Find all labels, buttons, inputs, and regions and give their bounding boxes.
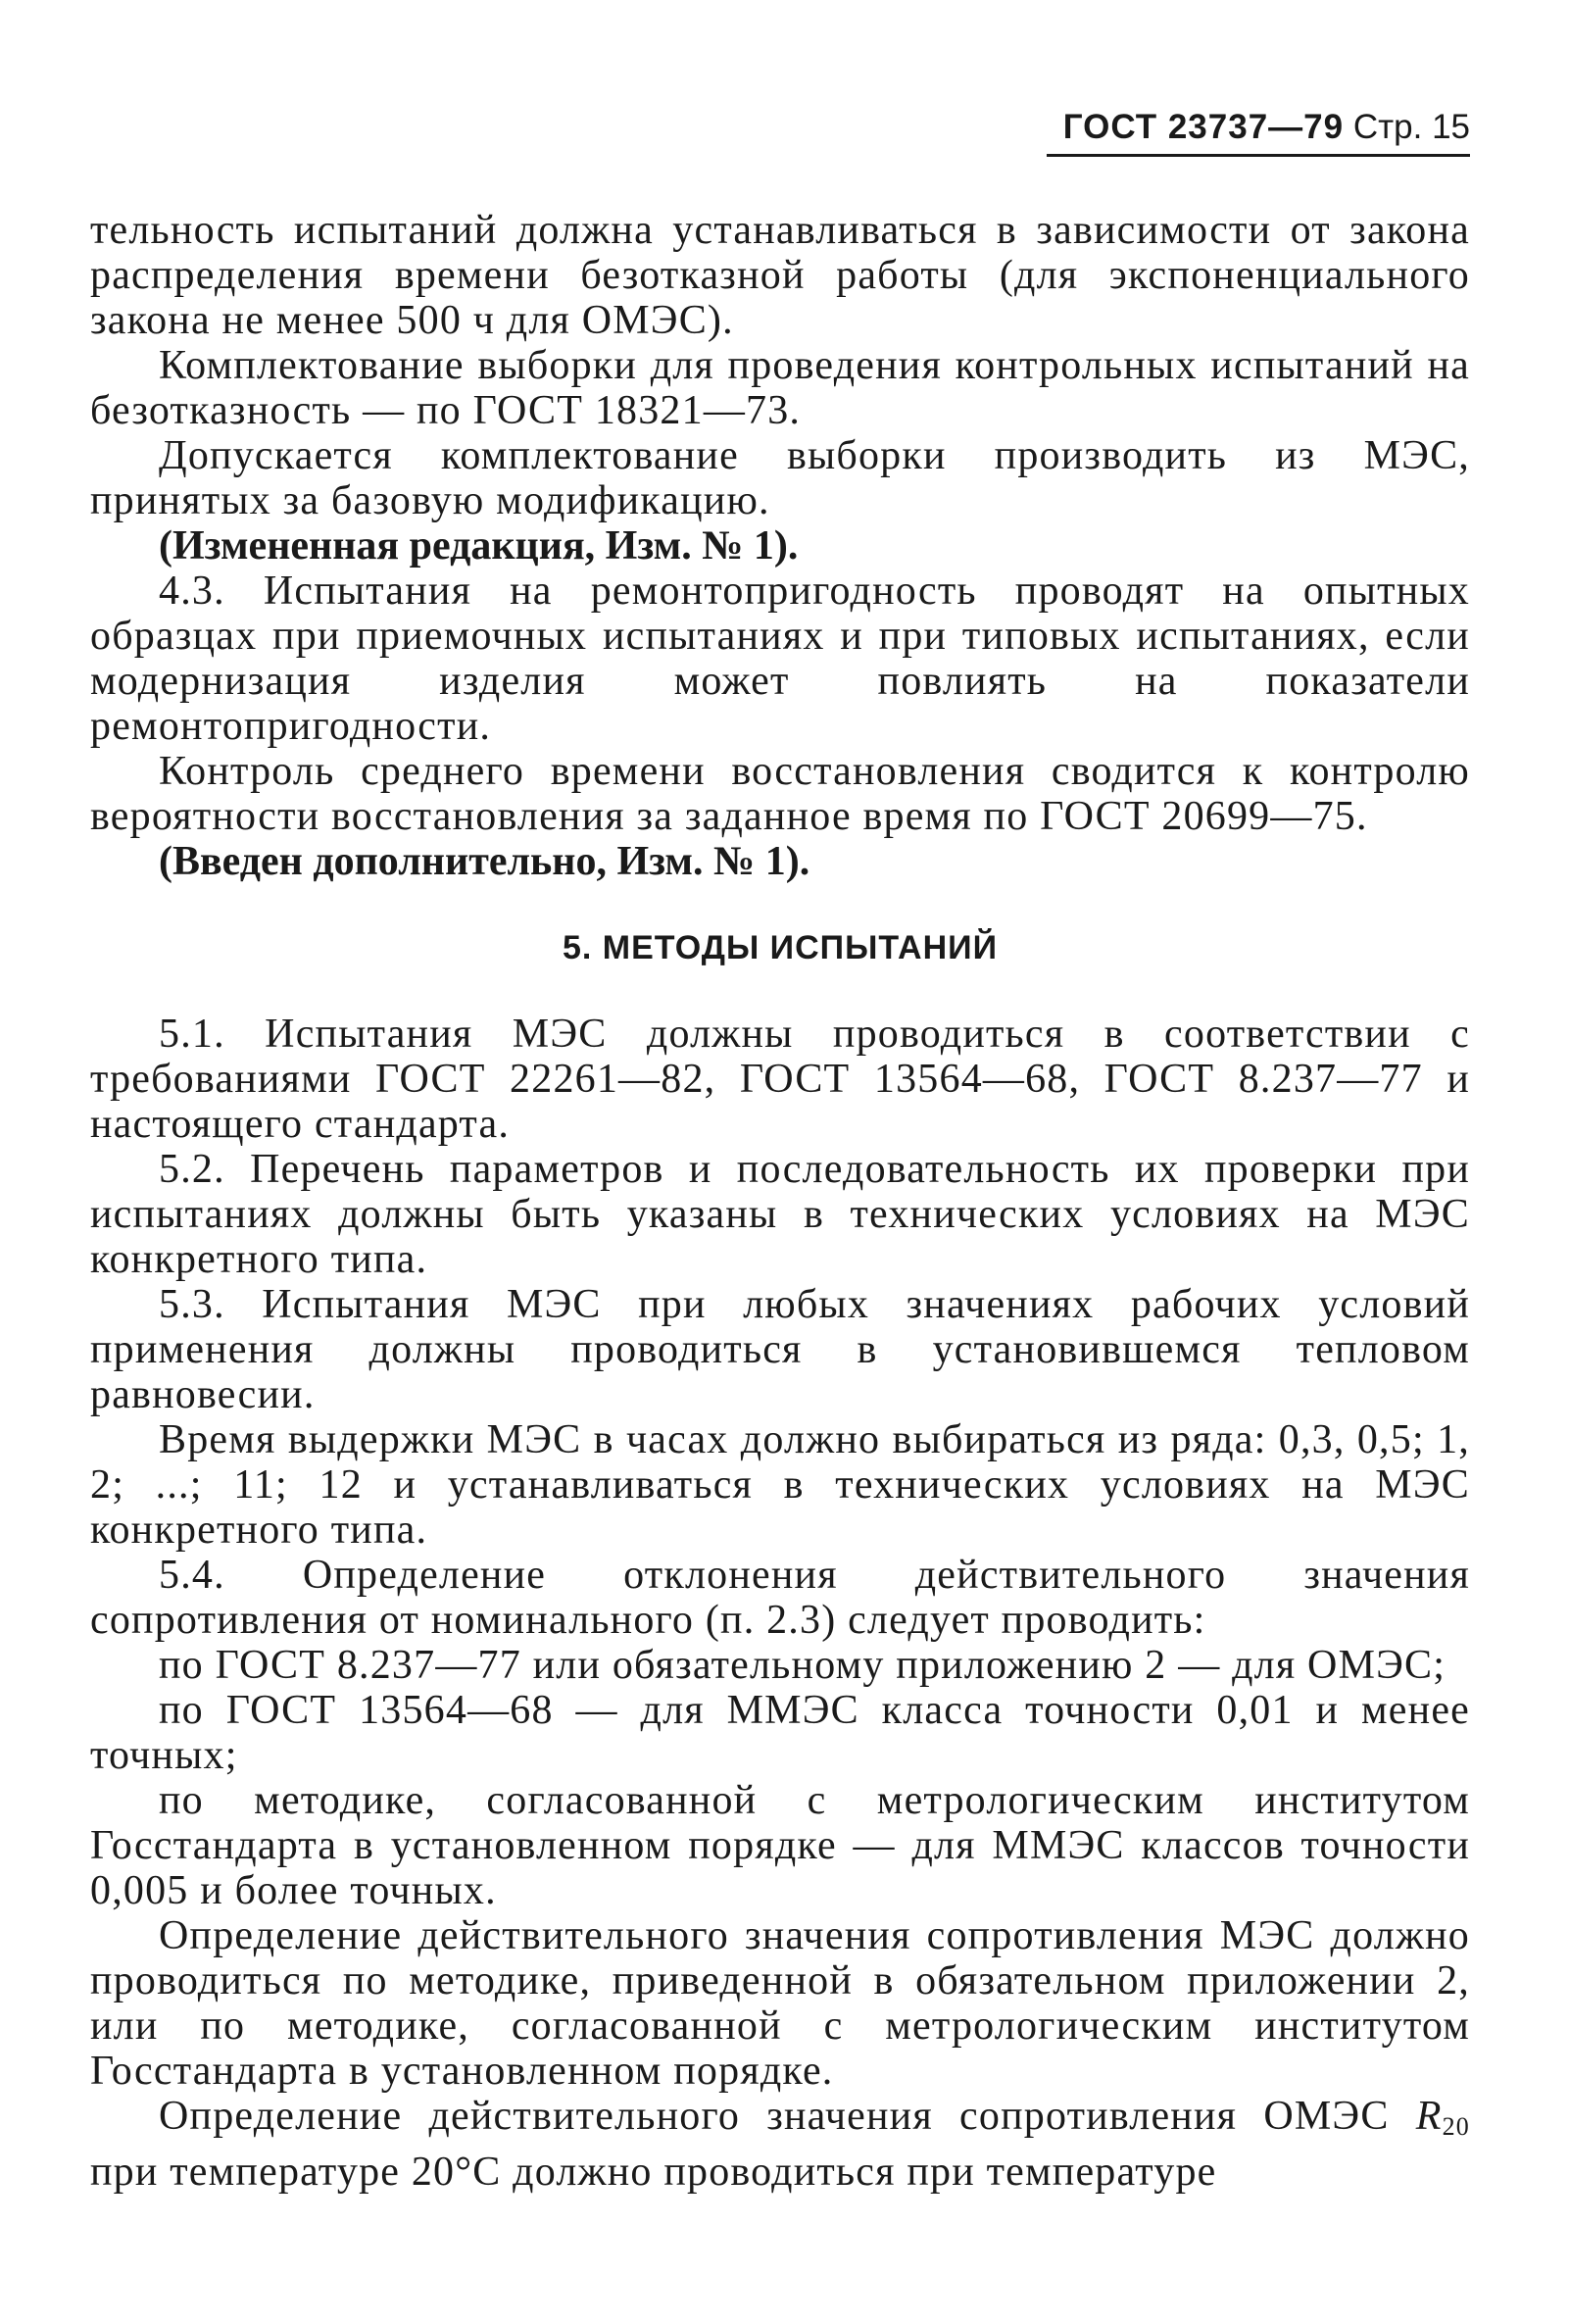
amendment-note-added: (Введен дополнительно, Изм. № 1). (159, 839, 810, 884)
list-item-mmes-001: по ГОСТ 13564—68 — для ММЭС класса точности 0,01 и менее точных; (90, 1688, 1470, 1778)
document-body (90, 208, 1470, 2195)
amendment-note-changed: (Измененная редакция, Изм. № 1). (159, 523, 799, 569)
header-rule (1047, 154, 1470, 157)
paragraph-sampling-permission: Допускается комплектование выборки производить из МЭС, принятых за базовую модификацию. (90, 433, 1470, 523)
r20-lead-text: Определение действительного значения сопротивления ОМЭС (159, 2094, 1390, 2139)
list-item-omes: по ГОСТ 8.237—77 или обязательному приложению 2 — для ОМЭС; (159, 1643, 1446, 1688)
paragraph-continuation: тельность испытаний должна устанавливаться в зависимости от закона распределения времени безотказной работы (для экспоненциального закона не менее 500 ч для ОМЭС). (90, 208, 1470, 343)
r-symbol: R (1415, 2094, 1443, 2139)
paragraph-r20 (90, 2094, 1470, 2195)
paragraph-holding-time: Время выдержки МЭС в часах должно выбираться из ряда: 0,3, 0,5; 1, 2; ...; 11; 12 и устанавливаться в технических условиях на МЭС конкретного типа. (90, 1417, 1470, 1553)
standard-number: ГОСТ 23737—79 (1062, 108, 1345, 146)
section-title: 5. МЕТОДЫ ИСПЫТАНИЙ (563, 929, 998, 966)
running-header (1047, 98, 1470, 157)
clause-5-2: 5.2. Перечень параметров и последовательность их проверки при испытаниях должны быть указаны в технических условиях на МЭС конкретного типа. (90, 1147, 1470, 1282)
list-item-mmes-0005: по методике, согласованной с метрологическим институтом Госстандарта в установленном порядке — для ММЭС классов точности 0,005 и более точных. (90, 1778, 1470, 1913)
paragraph-recovery-time: Контроль среднего времени восстановления сводится к контролю вероятности восстановления за заданное время по ГОСТ 20699—75. (90, 749, 1470, 839)
paragraph-sampling: Комплектование выборки для проведения контрольных испытаний на безотказность — по ГОСТ 18321—73. (90, 343, 1470, 433)
page-number: Стр. 15 (1352, 108, 1470, 146)
clause-4-3: 4.3. Испытания на ремонтопригодность проводят на опытных образцах при приемочных испытаниях и при типовых испытаниях, если модернизация изделия может повлиять на показатели ремонтопригодности. (90, 569, 1470, 749)
r20-tail-text: при температуре 20°С должно проводиться при температуре (90, 2150, 1217, 2195)
paragraph-mes-method: Определение действительного значения сопротивления МЭС должно проводиться по методике, приведенной в обязательном приложении 2, или по методике, согласованной с метрологическим институтом Госстандарта в установленном порядке. (90, 1913, 1470, 2094)
clause-5-4: 5.4. Определение отклонения действительного значения сопротивления от номинального (п. 2.3) следует проводить: (90, 1553, 1470, 1643)
r-subscript: 20 (1442, 2112, 1470, 2141)
clause-5-3: 5.3. Испытания МЭС при любых значениях рабочих условий применения должны проводиться в установившемся тепловом равновесии. (90, 1282, 1470, 1417)
clause-5-1: 5.1. Испытания МЭС должны проводиться в соответствии с требованиями ГОСТ 22261—82, ГОСТ 13564—68, ГОСТ 8.237—77 и настоящего стандарта. (90, 1012, 1470, 1147)
